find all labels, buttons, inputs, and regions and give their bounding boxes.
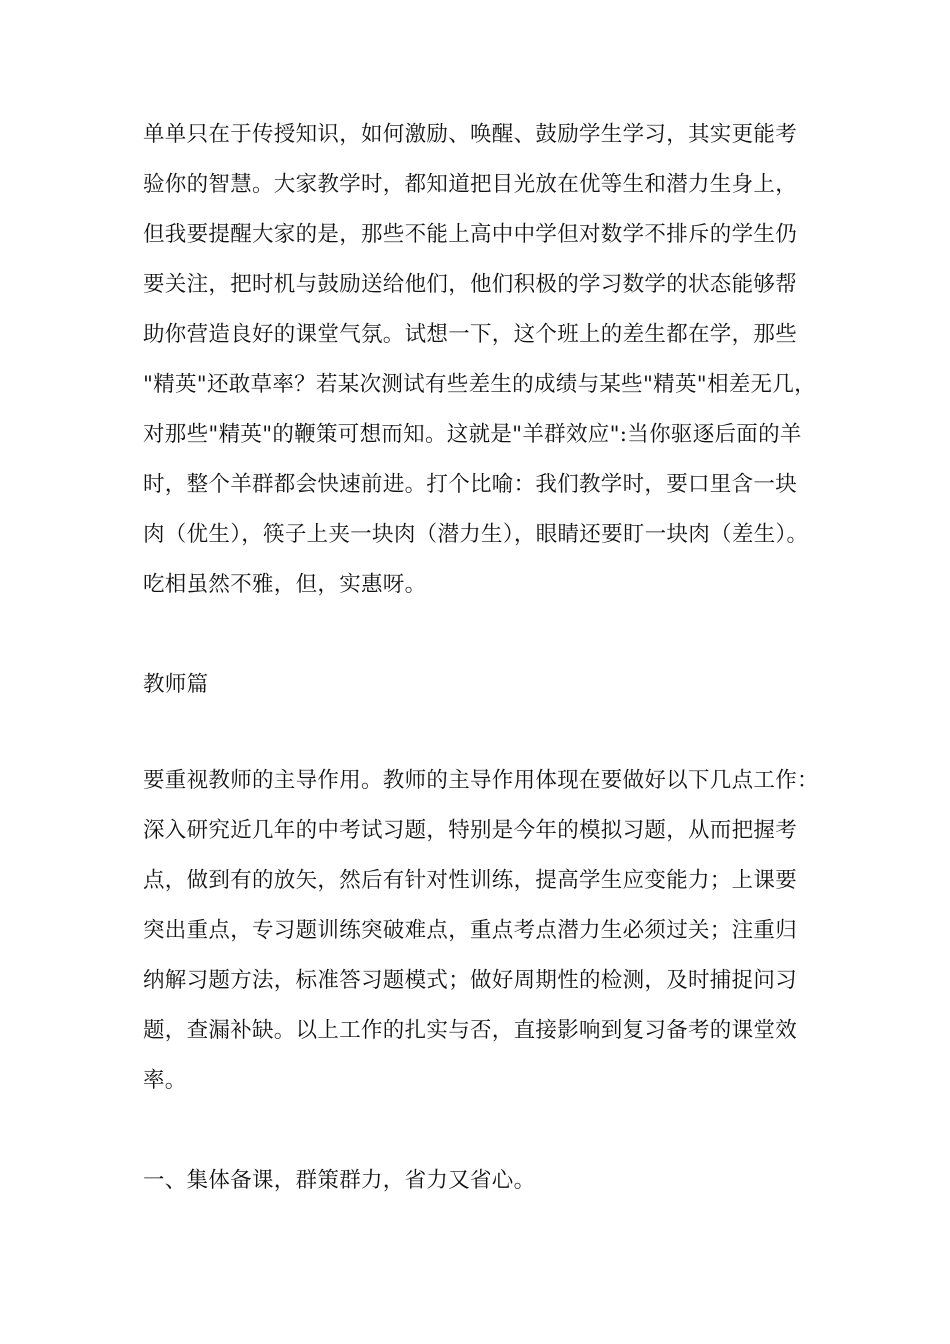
text-line: 对那些"精英"的鞭策可想而知。这就是"羊群效应":当你驱逐后面的羊 (143, 422, 802, 447)
text-line: 助你营造良好的课堂气氛。试想一下，这个班上的差生都在学，那些 (143, 322, 798, 347)
text-line: 吃相虽然不雅，但，实惠呀。 (143, 572, 427, 597)
text-line: 题，查漏补缺。以上工作的扎实与否，直接影响到复习备考的课堂效 (143, 1018, 798, 1043)
heading-text: 一、集体备课，群策群力，省力又省心。 (143, 1168, 536, 1193)
text-line: 纳解习题方法，标准答习题模式；做好周期性的检测，及时捕捉问习 (143, 968, 798, 993)
heading-teacher-section (143, 660, 833, 710)
text-line: 单单只在于传授知识，如何激励、唤醒、鼓励学生学习，其实更能考 (143, 122, 798, 147)
paragraph-teacher-role (143, 756, 833, 1106)
text-line: 肉（优生），筷子上夹一块肉（潜力生），眼睛还要盯一块肉（差生）。 (143, 522, 809, 547)
text-line: 验你的智慧。大家教学时，都知道把目光放在优等生和潜力生身上， (143, 172, 798, 197)
text-line: 深入研究近几年的中考试习题，特别是今年的模拟习题，从而把握考 (143, 818, 798, 843)
text-line: 但我要提醒大家的是，那些不能上高中中学但对数学不排斥的学生仍 (143, 222, 798, 247)
text-line: 率。 (143, 1068, 187, 1093)
text-line: 时，整个羊群都会快速前进。打个比喻：我们教学时，要口里含一块 (143, 472, 798, 497)
heading-collective-lesson-prep (143, 1156, 833, 1206)
paragraph-student-motivation (143, 110, 833, 610)
text-line: "精英"还敢草率？若某次测试有些差生的成绩与某些"精英"相差无几， (143, 372, 816, 397)
text-line: 突出重点，专习题训练突破难点，重点考点潜力生必须过关；注重归 (143, 918, 798, 943)
heading-text: 教师篇 (143, 672, 209, 697)
text-line: 要重视教师的主导作用。教师的主导作用体现在要做好以下几点工作： (143, 768, 819, 793)
text-line: 点，做到有的放矢，然后有针对性训练，提高学生应变能力；上课要 (143, 868, 798, 893)
text-line: 要关注，把时机与鼓励送给他们，他们积极的学习数学的状态能够帮 (143, 272, 798, 297)
